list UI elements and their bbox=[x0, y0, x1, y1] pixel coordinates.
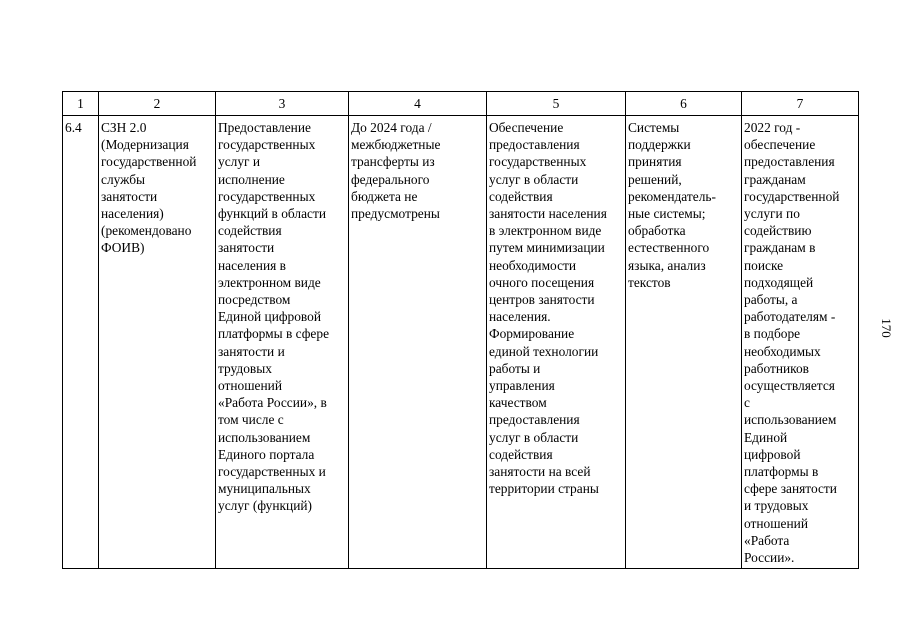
cell-goal bbox=[487, 116, 626, 569]
cell-technologies bbox=[626, 116, 742, 569]
funding: До 2024 года / межбюджетные трансферты из федерального бюджета не предусмотрены bbox=[351, 120, 441, 222]
table-row bbox=[63, 116, 859, 569]
result: 2022 год - обеспечение предоставления гражданам государственной услуги по содействию гражданам в поиске подходящей работы, а работодателям - в подборе необходимых работников осуществляется с использованием Единой цифровой платформы в сфере занятости и трудовых отношений «Работа России». bbox=[744, 120, 840, 566]
cell-funding bbox=[349, 116, 487, 569]
document-table bbox=[62, 91, 859, 569]
cell-description bbox=[216, 116, 349, 569]
column-header-4: 4 bbox=[349, 92, 487, 116]
column-header-3: 3 bbox=[216, 92, 349, 116]
header-row bbox=[63, 92, 859, 116]
column-header-1: 1 bbox=[63, 92, 99, 116]
cell-project-name bbox=[99, 116, 216, 569]
page-number: 170 bbox=[878, 318, 894, 338]
cell-result bbox=[742, 116, 859, 569]
technologies: Системы поддержки принятия решений, рекомендатель- ные системы; обработка естественного языка, анализ текстов bbox=[628, 120, 716, 290]
project-name: СЗН 2.0 (Модернизация государственной службы занятости населения) (рекомендовано ФОИВ) bbox=[101, 120, 197, 256]
cell-item-number bbox=[63, 116, 99, 569]
column-header-2: 2 bbox=[99, 92, 216, 116]
description: Предоставление государственных услуг и исполнение государственных функций в области содействия занятости населения в электронном виде посредством Единой цифровой платформы в сфере занятости и трудовых отношений «Работа России», в том числе с использованием Единого портала государственных и муниципальных услуг (функций) bbox=[218, 120, 330, 514]
column-header-7: 7 bbox=[742, 92, 859, 116]
column-header-5: 5 bbox=[487, 92, 626, 116]
goal: Обеспечение предоставления государственных услуг в области содействия занятости населения в электронном виде путем минимизации необходимости очного посещения центров занятости населения. Формирование единой технологии работы и управления качеством предоставления услуг в области содействия занятости на всей территории страны bbox=[489, 120, 607, 497]
column-header-6: 6 bbox=[626, 92, 742, 116]
item-number: 6.4 bbox=[65, 120, 82, 135]
